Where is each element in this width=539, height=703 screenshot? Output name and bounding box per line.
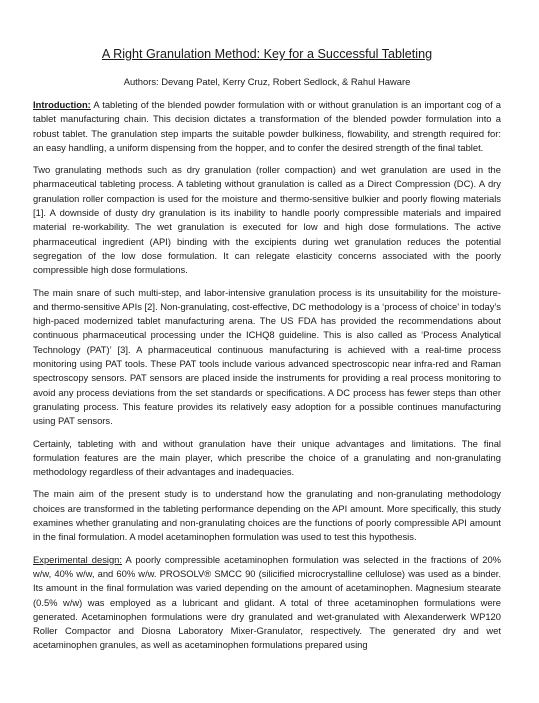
section-heading-experimental-design: Experimental design:	[33, 553, 122, 565]
paragraph-text: The main snare of such multi-step, and labor-intensive granulation process is its unsuitability for the moisture- and thermo-sensitive APIs [2]. Non-granulating, cost-effective, DC methodology is a ‘process of choice’ in today’s high-paced modernized tablet manufacturing arena. The US FDA has provided the recommendations about continuous pharmaceutical processing under the ICHQ8 guideline. This is also called as ‘Process Analytical Technology (PAT)’ [3]. A pharmaceutical continuous manufacturing is achieved with a real-time process monitoring using PAT tools. These PAT tools include various advanced spectroscopic near infra-red and Raman spectroscopy sensors. PAT sensors are placed inside the instruments for providing a real process monitoring to avoid any process deviations from the set standards or specifications. A DC process has fewer steps than other granulating process. This feature provides its relatively easy adoption for a possible continues manufacturing using PAT sensors.	[33, 286, 501, 427]
paragraph-text: Certainly, tableting with and without granulation have their unique advantages and limitations. The final formulation features are the main player, which prescribe the choice of a granulating and non-granulating methodology regardless of their advantages and inadequacies.	[33, 437, 501, 478]
paragraph-study-aim	[33, 487, 501, 544]
paragraph-introduction	[33, 98, 501, 155]
paragraph-text: A poorly compressible acetaminophen formulation was selected in the fractions of 20% w/w, 40% w/w, and 60% w/w. PROSOLV® SMCC 90 (silicified microcrystalline cellulose) was used as a binder. Its amount in the final formulation was varied depending on the amount of acetaminophen. Magnesium stearate (0.5% w/w) was employed as a lubricant and glidant. A total of three acetaminophen formulations were generated. Acetaminophen formulations were dry granulated and wet-granulated with Alexanderwerk WP120 Roller Compactor and Diosna Laboratory Mixer-Granulator, respectively. The generated dry and wet acetaminophen granules, as well as acetaminophen formulations prepared using	[33, 553, 501, 651]
section-heading-introduction: Introduction:	[33, 99, 91, 110]
paragraph-granulation-methods	[33, 163, 501, 277]
paragraph-experimental-design	[33, 553, 501, 653]
paragraph-text: A tableting of the blended powder formulation with or without granulation is an important cog of a tablet manufacturing chain. This decision dictates a transformation of the blended powder formulation into a robust tablet. The granulation step imparts the suitable powder bulkiness, flowability, and strength required for: an easy handling, a uniform dispensing from the hopper, and to confer the desired strength of the final tablet.	[33, 99, 501, 153]
paragraph-advantages	[33, 437, 501, 480]
author-line: Authors: Devang Patel, Kerry Cruz, Robert Sedlock, & Rahul Haware	[123, 76, 411, 87]
paragraph-text: Two granulating methods such as dry granulation (roller compaction) and wet granulation are used in the pharmaceutical tableting process. A tableting without granulation is called as a Direct Compression (DC). A dry granulation roller compaction is used for the moisture and thermo-sensitive bulkier and poorly flowing materials [1]. A downside of dusty dry granulation is its inability to handle poorly compressible materials and impaired material re-workability. The wet granulation is executed for low and high dose formulations. The active pharmaceutical ingredient (API) binding with the excipients during wet granulation reduces the potential segregation of the low dose formulation. It can relegate elasticity concerns associated with the poorly compressible high dose formulations.	[33, 164, 501, 276]
paper-title: A Right Granulation Method: Key for a Successful Tableting	[101, 47, 433, 61]
paragraph-text: The main aim of the present study is to understand how the granulating and non-granulating methodology choices are transformed in the tableting performance depending on the API amount. More specifically, this study examines whether granulating and non-granulating choices are the functions of poorly compressible API amount in the final formulation. A model acetaminophen formulation was used to test this hypothesis.	[33, 488, 501, 543]
paragraph-process-snare	[33, 286, 501, 429]
